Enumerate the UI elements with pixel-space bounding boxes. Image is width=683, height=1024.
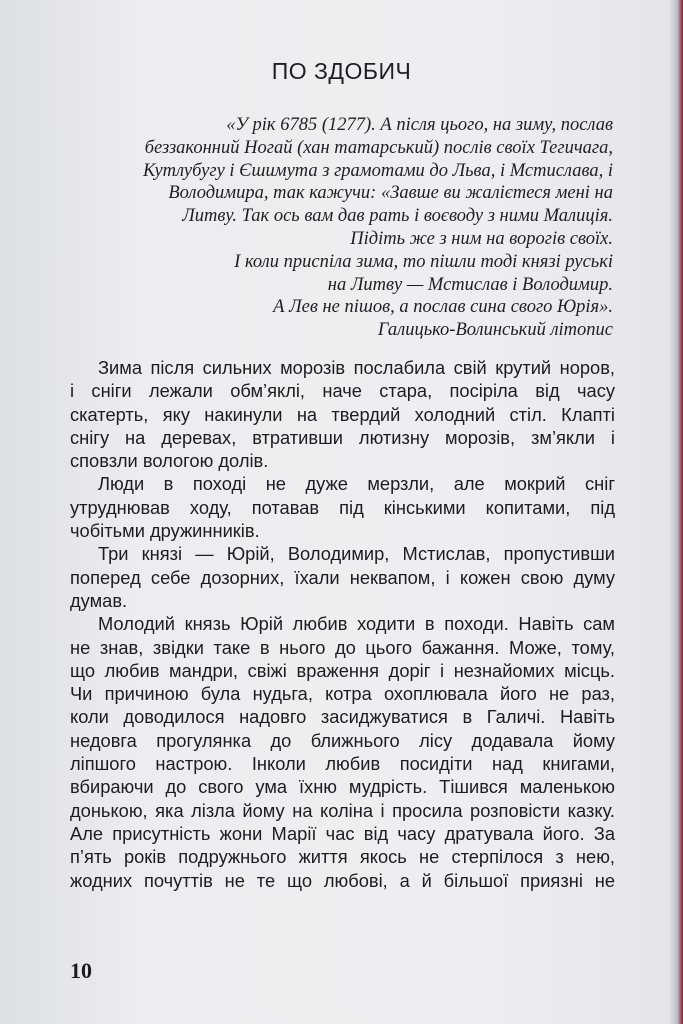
text-line: донькою, яка лізла йому на коліна і просила розповісти казку. — [70, 799, 615, 821]
text-line: що любив мандри, свіжі враження доріг і незнайомих місць. — [70, 659, 615, 681]
epigraph-line: Литву. Так ось вам дав рать і воєводу з ними Малиція. — [182, 206, 613, 227]
epigraph-source: Галицько-Волинський літопис — [377, 320, 613, 341]
epigraph-line: «У рік 6785 (1277). А після цього, на зиму, послав — [226, 115, 613, 135]
text-line: і сніги лежали обм’яклі, наче стара, посіріла від часу — [70, 380, 615, 402]
text-line: думав. — [70, 589, 128, 611]
text-line: Молодий князь Юрій любив ходити в походи. Навіть сам — [98, 613, 615, 635]
paragraph — [70, 356, 615, 472]
text-line: ліпшого настрою. Інколи любив посидіти над книгами, — [70, 753, 615, 775]
paragraph — [70, 612, 615, 892]
paragraph — [70, 542, 615, 612]
text-line: скатерть, яку накинули на твердий холодний стіл. Клапті — [70, 403, 615, 425]
chapter-title: ПО ЗДОБИЧ — [271, 58, 412, 84]
text-line: чобітьми дружинників. — [70, 520, 260, 542]
text-line: п’ять років подружнього життя якось не стерпілося з нею, — [70, 846, 615, 868]
paragraph — [70, 472, 615, 542]
epigraph — [53, 114, 613, 342]
epigraph-line: Володимира, так кажучи: «Завше ви жалієтеся мені на — [168, 183, 613, 204]
epigraph-line: І коли приспіла зима, то пішли тоді князі руські — [234, 251, 613, 272]
text-line: Чи причиною була нудьга, котра охоплювала його не раз, — [70, 683, 615, 705]
epigraph-line: Кутлубугу і Єшимута з грамотами до Льва, і Мстислава, і — [142, 160, 613, 181]
text-line: Зима після сильних морозів послабила свій крутий норов, — [98, 357, 615, 378]
text-line: Люди в поході не дуже мерзли, але мокрий сніг — [98, 473, 615, 495]
text-line: утруднював ходу, потавав під кінськими копитами, під — [70, 496, 615, 518]
text-line: снігу на деревах, втративши лютизну морозів, зм’якли і — [70, 426, 615, 448]
text-line: сповзли вологою долів. — [70, 450, 269, 472]
epigraph-line: А Лев не пішов, а послав сина свого Юрія». — [273, 297, 613, 318]
epigraph-line: на Литву — Мстислав і Володимир. — [327, 274, 613, 295]
epigraph-line: Підіть же з ним на ворогів своїх. — [350, 228, 613, 249]
text-line: коли доводилося надовго засиджуватися в Галичі. Навіть — [70, 706, 615, 728]
text-line: поперед себе дозорних, їхали неквапом, і кожен свою думу — [70, 566, 615, 588]
text-line: Три князі — Юрій, Володимир, Мстислав, пропустивши — [98, 543, 615, 565]
text-line: вбираючи до свого ума їхню мудрість. Тішився маленькою — [70, 776, 615, 798]
text-line: Але присутність жони Марії час від часу дратувала його. За — [70, 822, 615, 844]
text-line: не знав, звідки таке в нього до цього бажання. Може, тому, — [70, 636, 615, 658]
text-line: жодних почуттів не те що любові, а й більшої приязні не — [70, 869, 615, 891]
text-line: недовга прогулянка до ближнього лісу додавала йому — [70, 729, 615, 751]
page-number: 10 — [70, 958, 92, 983]
page-edge — [669, 0, 683, 1024]
body-text — [70, 356, 615, 892]
epigraph-line: беззаконний Ногай (хан татарський) послів своїх Тегичага, — [144, 137, 613, 158]
